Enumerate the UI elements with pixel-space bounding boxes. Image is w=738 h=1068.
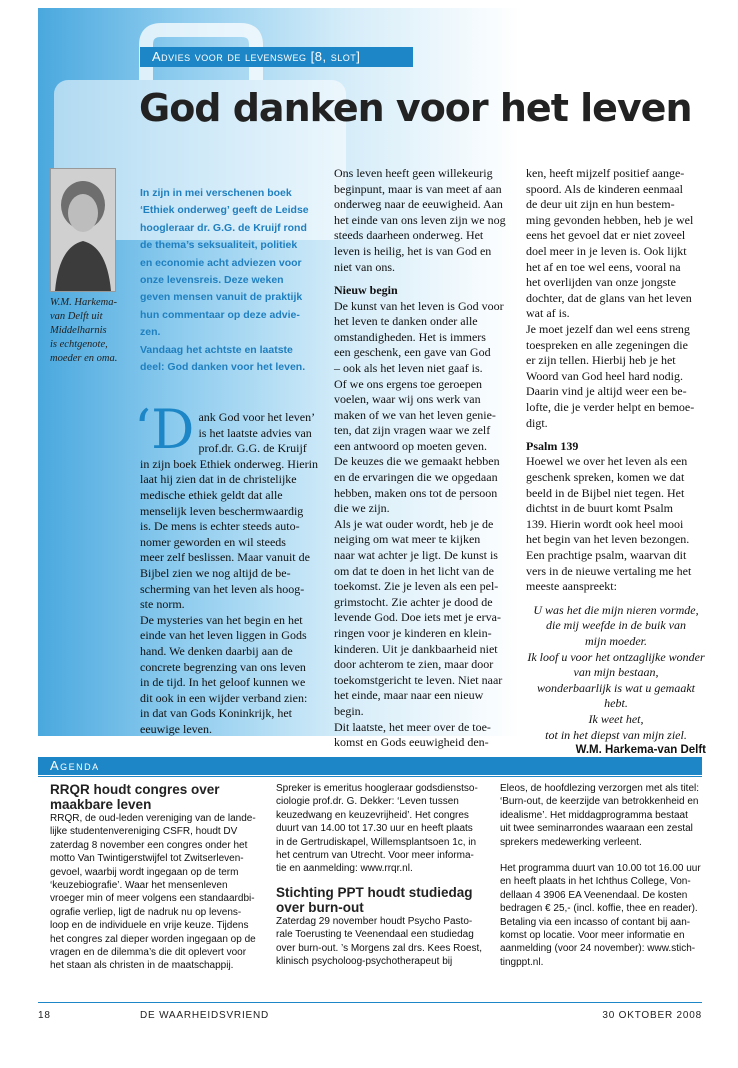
article-title: God danken voor het leven <box>139 86 692 130</box>
article-column-3: ken, heeft mijzelf positief aange- spoord. Als de kinderen eenmaal de deur uit zijn en hun bestem- ming gevonden hebben, heb je wel eens het gevoel dat er niet zoveel doel meer in je leven is. Ook lijkt het af en toe wel eens, vooral na het overlijden van onze jongste dochter, dat de glans van het leven wat af is. Je moet jezelf dan wel eens streng toespreken en alle zegeningen die er zijn tellen. Hierbij heb je het Woord van God heel hard nodig. Daarin vind je altijd weer een be- lofte, die je verder helpt en bemoe- digt. Psalm 139 Hoewel we over het leven als een geschenk spreken, komen we dat beeld in de Bijbel niet tegen. Het dichtst in de buurt komt Psalm 139. Hierin wordt ook heel mooi het begin van het leven bezongen. Een prachtige psalm, waarvan dit vers in de nieuwe vertaling me het meeste aanspreekt: U was het die mijn nieren vormde, die mij weefde in de buik van mijn moeder. Ik loof u voor het ontzaglijke wonder van mijn bestaan, wonderbaarlijk is wat u gemaakt hebt. Ik weet het, tot in het diepst van mijn ziel. W.M. Harkema-van Delft <box>526 166 706 759</box>
agenda-column-2: Spreker is emeritus hoogleraar godsdienstso- ciologie prof.dr. G. Dekker: ‘Leven tussen keuzedwang en keuzevrijheid’. Het congres duurt van 14.00 tot 17.30 uur en heeft plaats in de Gertrudiskapel, Willemsplantsoen 1c, in het centrum van Utrecht. Voor meer informa- tie en aanmelding: www.rrqr.nl. Stichting PPT houdt studiedag over burn-out Zaterdag 29 november houdt Psycho Pasto- rale Toerusting te Veenendaal een studiedag over burn-out. ’s Morgens zal drs. Kees Roest, klinisch psycholoog-psychotherapeut bij <box>276 782 490 968</box>
page-number: 18 <box>38 1010 51 1021</box>
publication-name: DE WAARHEIDSVRIEND <box>140 1010 270 1021</box>
subheading-nieuw-begin: Nieuw begin <box>334 282 398 297</box>
author-photo <box>50 168 116 292</box>
footer-rule <box>38 1002 702 1003</box>
agenda-item-title: RRQR houdt congres over maakbare leven <box>50 782 220 812</box>
psalm-quote: U was het die mijn nieren vormde, die mij weefde in de buik van mijn moeder. Ik loof u voor het ontzaglijke wonder van mijn bestaan, wonderbaarlijk is wat u gemaakt hebt. Ik weet het, tot in het diepst van mijn ziel. <box>527 602 705 742</box>
intro-text: In zijn in mei verschenen boek ‘Ethiek onderweg’ geeft de Leidse hoogleraar dr. G.G. de Kruijf rond de thema’s seksualiteit, politiek en economie acht adviezen voor onze levensreis. Deze weken geven mensen vanuit de praktijk hun commentaar op deze advie- zen. Vandaag het achtste en laatste deel: God danken voor het leven. <box>140 187 309 374</box>
portrait-image <box>51 169 115 291</box>
photo-caption: W.M. Harkema- van Delft uit Middelharnis is echtgenote, moeder en oma. <box>50 297 118 364</box>
drop-cap: ‘D <box>134 398 195 461</box>
author-signature: W.M. Harkema-van Delft <box>575 744 706 757</box>
article-column-2: Ons leven heeft geen willekeurig beginpunt, maar is van meet af aan onderweg naar de eeuwigheid. Aan het einde van ons leven zijn we nog steeds daarheen onderweg. Het leven is heilig, het is van God en niet van ons. Nieuw begin De kunst van het leven is God voor het leven te danken onder alle omstandigheden. Het is immers een geschenk, een gave van God – ook als het leven niet gaaf is. Of we ons ergens toe geroepen voelen, waar wij ons werk van maken of we van het leven genie- ten, dat zijn vragen waar we zelf een antwoord op moeten geven. De keuzes die we gemaakt hebben en de ervaringen die we opgedaan hebben, maken ons tot de persoon die we zijn. Als je wat ouder wordt, heb je de neiging om wat meer te kijken naar wat achter je ligt. De kunst is om dat te doen in het licht van de toekomst. Zie je leven als een pel- grimstocht. Zie achter je dood de levende God. Doe iets met je erva- ringen voor je kinderen en klein- kinderen. Uit je dankbaarheid niet door achterom te zien, maar door toekomstgericht te leven. Niet naar het einde, maar naar een nieuw begin. Dit laatste, het meer over de toe- komst en Gods eeuwigheid den- <box>334 166 512 751</box>
agenda-header: Agenda <box>38 757 702 775</box>
agenda-column-1: RRQR houdt congres over maakbare leven RRQR, de oud-leden vereniging van de lande- lijke studentenvereniging CSFR, houdt DV zaterdag 8 november een congres onder het motto Van Twintigerstwijfel tot Zwitserleven- gevoel, waarbij wordt ingegaan op de term ‘keuzebiografie’. Waar het mensenleven vroeger min of meer volgens een standaardbi- ografie verliep, ligt de nadruk nu op levens- loop en de individuele en vrije keuze. Tijdens het congres zal dieper worden ingegaan op de vragen en de dilemma’s die dit oplevert voor het staan als christen in de maatschappij. <box>50 782 268 973</box>
agenda-divider <box>38 776 702 777</box>
subheading-psalm: Psalm 139 <box>526 438 579 453</box>
agenda-column-3: Eleos, de hoofdlezing verzorgen met als titel: ‘Burn-out, de keerzijde van betrokkenheid en idealisme’. Het middagprogramma bestaat uit twee seminarrondes waaraan een zestal sprekers medewerking verleent. Het programma duurt van 10.00 tot 16.00 uur en heeft plaats in het Ichthus College, Von- dellaan 4 3906 EA Veenendaal. De kosten bedragen € 25,- (incl. koffie, thee en reader). Betaling via een incasso of contant bij aan- komst op locatie. Voor meer informatie en aanmelding (voor 24 november): www.stich- tingppt.nl. <box>500 783 701 968</box>
article-column-1: ‘D ank God voor het leven’ is het laatste advies van prof.dr. G.G. de Kruijf in zijn boek Ethiek onderweg. Hierin laat hij zien dat in de christelijke medische ethiek geldt dat alle menselijk leven beschermwaardig is. De mens is echter steeds auto- nomer geworden en wil steeds meer zelf beslissen. Maar vanuit de Bijbel zien we nog altijd de be- scherming van het leven als hoog- ste norm. De mysteries van het begin en het einde van het leven liggen in Gods hand. We denken daarbij aan de concrete begrenzing van ons leven in de tijd. In het geloof kunnen we dit ook in een wijder verband zien: in dat van Gods Koninkrijk, het eeuwige leven. <box>134 398 318 736</box>
series-label: Advies voor de levensweg [8, slot] <box>140 47 413 67</box>
agenda-item-title: Stichting PPT houdt studiedag over burn-out <box>276 884 473 915</box>
issue-date: 30 OKTOBER 2008 <box>602 1010 702 1021</box>
